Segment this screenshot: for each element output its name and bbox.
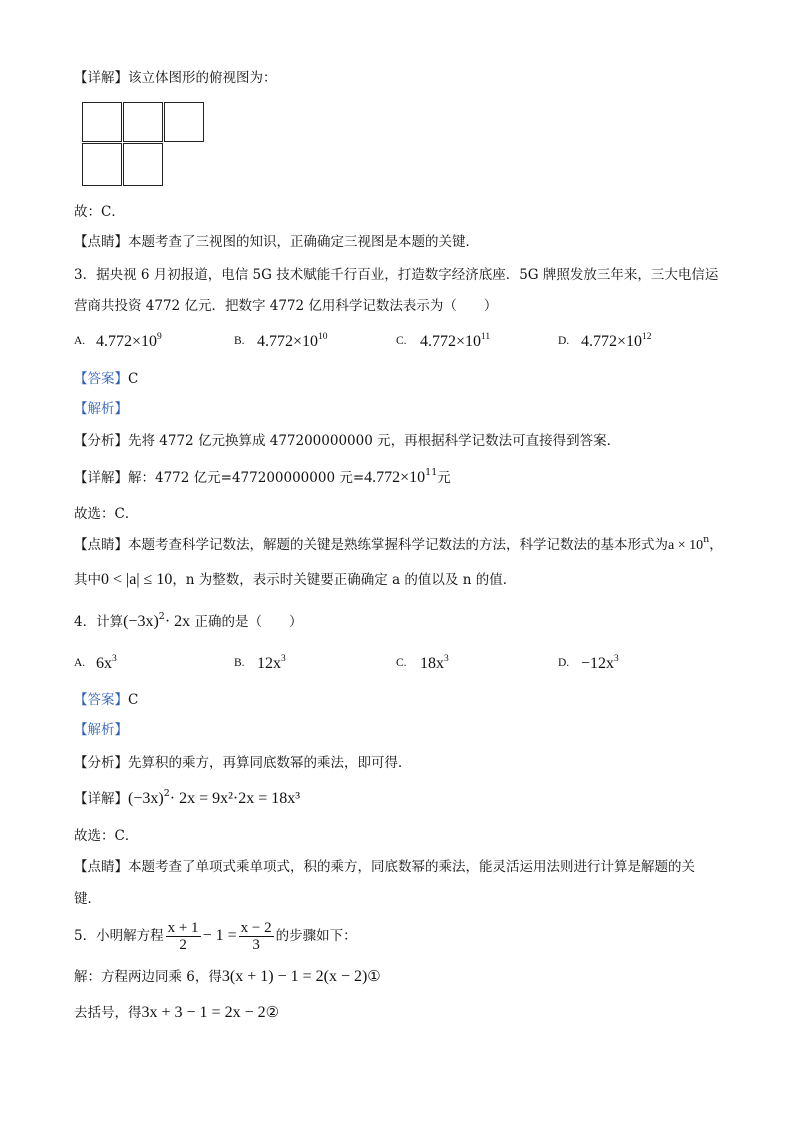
option-exp: 3 [112, 654, 117, 664]
q4-option-a-letter: A. [74, 657, 86, 669]
detail-line [74, 68, 277, 88]
q4-xiangjie-line [74, 789, 300, 809]
q4-jiexi-heading: 【解析】 [74, 722, 128, 738]
dianjing-text: 本题考查科学记数法，解题的关键是熟练掌握科学记数法的方法，科学记数法的基本形式为 [128, 537, 668, 553]
q5-stem-line [74, 918, 357, 954]
step-math: 3x + 3 − 1 = 2x − 2 [141, 1004, 266, 1021]
step-text: 解：方程两边同乘 6，得 [74, 969, 222, 985]
q4-option-b-letter: B. [234, 657, 245, 669]
grid-cell [123, 143, 163, 186]
conclusion-line: 故：C． [74, 204, 125, 220]
option-base: 4.772×10 [420, 333, 482, 350]
q4-option-c-value [420, 655, 449, 673]
dianjing-range-math: 0 < |a| ≤ 10 [101, 571, 173, 588]
fenxi-text: 先算积的乘方，再算同底数幂的乘法，即可得． [128, 755, 412, 771]
xiangjie-tag: 【详解】 [74, 791, 128, 807]
detail-tag: 【详解】 [74, 70, 128, 86]
q3-option-a-letter: A. [74, 335, 86, 347]
q5-step1-line [74, 966, 381, 987]
option-exp: 3 [281, 654, 286, 664]
dianjing-form: a × 10 [668, 538, 704, 553]
answer-value: C [128, 371, 139, 387]
grid-cell [164, 102, 204, 142]
q4-stem-prefix: 4．计算 [74, 614, 124, 630]
dianjing-tag: 【点睛】 [74, 234, 128, 250]
q3-stem-line1: 3．据央视 6 月初报道，电信 5G 技术赋能千行百业，打造数字经济底座．5G 牌照发放三年来，三大电信运 [74, 267, 719, 283]
answer-value: C [128, 692, 139, 708]
q5-stem-mid: − 1 = [202, 927, 237, 944]
grid-cell [82, 143, 122, 186]
dianjing-tag: 【点睛】 [74, 537, 128, 553]
q4-answer-line [74, 690, 138, 710]
q4-dianjing-line1 [74, 857, 695, 877]
q5-fraction-right [239, 920, 274, 953]
option-exp: 12 [642, 332, 652, 342]
q3-stem-line2: 营商共投资 4772 亿元．把数字 4772 亿用科学记数法表示为（ ） [74, 298, 498, 314]
option-exp: 11 [481, 332, 491, 342]
xiangjie-math: 4.772×10 [364, 469, 426, 486]
q3-option-c-letter: C. [396, 335, 407, 347]
option-base: 6x [96, 655, 112, 672]
dianjing-comma: ， [709, 537, 723, 553]
answer-tag: 【答案】 [74, 371, 128, 387]
q4-option-a-value [96, 655, 117, 673]
xiangjie-exp: 2 [163, 788, 170, 799]
q4-option-d-letter: D. [558, 657, 570, 669]
q3-fenxi-line [74, 431, 620, 451]
option-base: 18x [420, 655, 444, 672]
option-base: −12x [581, 655, 615, 672]
q3-answer-line [74, 369, 138, 389]
option-exp: 3 [444, 654, 449, 664]
dianjing-tag: 【点睛】 [74, 859, 128, 875]
fraction-numerator: x − 2 [240, 920, 272, 936]
step-mark: ① [367, 967, 381, 985]
q3-option-b-letter: B. [234, 335, 245, 347]
dianjing-form-exp: n [703, 534, 710, 545]
q4-stem-line [74, 612, 302, 632]
dianjing-text: 其中 [74, 572, 101, 588]
step-mark: ② [265, 1003, 280, 1021]
xiangjie-text: 解：4772 亿元=477200000000 元= [128, 470, 365, 486]
q4-stem-suffix: 正确的是（ ） [194, 614, 303, 630]
xiangjie-math: (−3x) [128, 790, 164, 807]
fraction-denominator: 3 [252, 937, 260, 953]
q3-option-d-value [581, 333, 652, 351]
q4-option-c-letter: C. [396, 657, 407, 669]
q4-stem-exp: 2 [158, 611, 165, 622]
q3-guxuan-line: 故选：C． [74, 506, 139, 522]
q3-option-a-value [96, 333, 162, 351]
xiangjie-unit: 元 [437, 470, 451, 486]
xiangjie-tag: 【详解】 [74, 470, 128, 486]
q4-fenxi-line [74, 753, 412, 773]
step-text: 去括号，得 [74, 1005, 142, 1021]
q4-stem-math2: · 2x [164, 613, 191, 630]
step-math: 3(x + 1) − 1 = 2(x − 2) [221, 968, 368, 985]
xiangjie-exp: 11 [425, 467, 438, 478]
option-exp: 3 [614, 654, 619, 664]
top-view-figure [82, 102, 206, 186]
q5-step2-line [74, 1002, 279, 1023]
q3-option-d-letter: D. [558, 335, 570, 347]
fraction-denominator: 2 [179, 937, 187, 953]
q3-jiexi-heading: 【解析】 [74, 401, 128, 417]
fraction-numerator: x + 1 [167, 920, 199, 936]
q3-xiangjie-line [74, 468, 451, 488]
fenxi-tag: 【分析】 [74, 433, 128, 449]
option-base: 12x [257, 655, 281, 672]
q4-guxuan-line: 故选：C． [74, 828, 139, 844]
answer-tag: 【答案】 [74, 692, 128, 708]
grid-cell [123, 102, 163, 142]
q4-dianjing-line2: 键． [74, 891, 101, 907]
option-exp: 9 [157, 332, 162, 342]
option-base: 4.772×10 [257, 333, 319, 350]
dianjing-text: ，n 为整数，表示时关键要正确确定 a 的值以及 n 的值． [172, 572, 517, 588]
grid-cell [82, 102, 122, 142]
dianjing-text: 本题考查了单项式乘单项式，积的乘方，同底数幂的乘法，能灵活运用法则进行计算是解题的关 [128, 859, 695, 875]
q3-option-b-value [257, 333, 328, 351]
q4-option-b-value [257, 655, 286, 673]
dianjing-text: 本题考查了三视图的知识，正确确定三视图是本题的关键． [128, 234, 479, 250]
q5-stem-prefix: 5．小明解方程 [74, 928, 164, 944]
q5-stem-suffix: 的步骤如下： [275, 928, 357, 944]
xiangjie-rest: · 2x = 9x²·2x = 18x³ [169, 790, 301, 807]
q3-option-c-value [420, 333, 490, 351]
option-exp: 10 [318, 332, 328, 342]
q4-stem-math: (−3x) [123, 613, 159, 630]
fenxi-text: 先将 4772 亿元换算成 477200000000 元，再根据科学记数法可直接得到答案． [128, 433, 621, 449]
q4-option-d-value [581, 655, 619, 673]
option-base: 4.772×10 [96, 333, 158, 350]
q5-fraction-left [166, 920, 201, 953]
option-base: 4.772×10 [581, 333, 643, 350]
fenxi-tag: 【分析】 [74, 755, 128, 771]
q3-dianjing-line1 [74, 535, 723, 556]
dianjing-line [74, 232, 479, 252]
q3-dianjing-line2 [74, 570, 516, 590]
detail-text: 该立体图形的俯视图为： [128, 70, 277, 86]
